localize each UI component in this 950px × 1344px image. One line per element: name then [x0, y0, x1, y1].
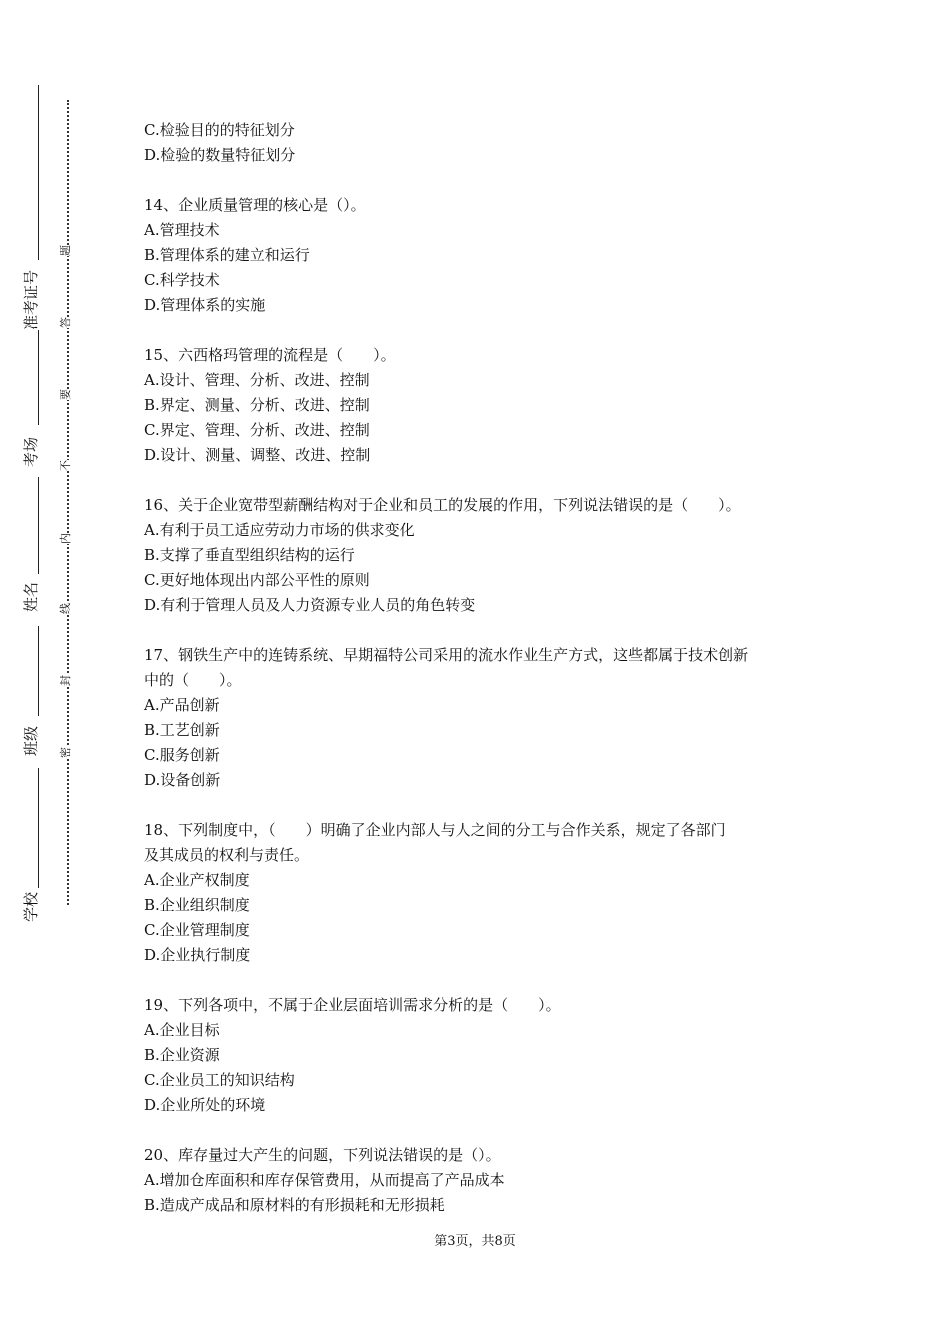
question-stem: 15、六西格玛管理的流程是（ ）。	[144, 346, 396, 364]
class-label: 班级	[22, 725, 40, 756]
option-line: A.企业产权制度	[144, 871, 250, 889]
seal-char: 密	[59, 747, 72, 758]
margin-rule	[38, 626, 39, 716]
option-line: A.管理技术	[144, 221, 220, 239]
option-line: C.更好地体现出内部公平性的原则	[144, 571, 370, 589]
option-line: D.管理体系的实施	[144, 296, 266, 314]
question-16	[144, 493, 814, 618]
exam-room-label: 考场	[22, 436, 40, 467]
seal-char: 内	[59, 533, 72, 544]
option-line: B.企业资源	[144, 1046, 220, 1064]
question-stem: 16、关于企业宽带型薪酬结构对于企业和员工的发展的作用，下列说法错误的是（ ）。	[144, 496, 741, 514]
option-line: B.界定、测量、分析、改进、控制	[144, 396, 370, 414]
option-line: B.造成产成品和原材料的有形损耗和无形损耗	[144, 1196, 445, 1214]
margin-rule	[38, 85, 39, 260]
question-list	[144, 118, 814, 1218]
option-line: C.服务创新	[144, 746, 220, 764]
seal-dotted-line	[67, 100, 69, 905]
page-footer: 第3页，共8页	[434, 1234, 516, 1249]
option-line: D.企业所处的环境	[144, 1096, 266, 1114]
option-line: B.企业组织制度	[144, 896, 250, 914]
question-18	[144, 818, 814, 968]
seal-char: 要	[59, 389, 72, 400]
option-line: D.设备创新	[144, 771, 221, 789]
margin-rule	[38, 768, 39, 888]
option-line: B.管理体系的建立和运行	[144, 246, 310, 264]
question-stem: 17、钢铁生产中的连铸系统、早期福特公司采用的流水作业生产方式，这些都属于技术创新	[144, 646, 749, 664]
option-line: A.产品创新	[144, 696, 220, 714]
exam-id-label: 准考证号	[22, 269, 40, 330]
seal-char: 线	[59, 603, 72, 614]
question-17	[144, 643, 814, 793]
option-line: A.增加仓库面积和库存保管费用，从而提高了产品成本	[144, 1171, 505, 1189]
seal-char: 封	[59, 675, 72, 686]
question-stem: 14、企业质量管理的核心是（）。	[144, 196, 366, 214]
question-stem: 中的（ ）。	[144, 671, 242, 689]
option-line: C.检验目的的特征划分	[144, 121, 295, 139]
seal-char: 题	[59, 245, 72, 256]
option-line: A.设计、管理、分析、改进、控制	[144, 371, 370, 389]
option-line: C.科学技术	[144, 271, 220, 289]
question-stem: 18、下列制度中，（ ）明确了企业内部人与人之间的分工与合作关系，规定了各部门	[144, 821, 726, 839]
question-14	[144, 193, 814, 318]
option-line: A.有利于员工适应劳动力市场的供求变化	[144, 521, 415, 539]
option-line: D.有利于管理人员及人力资源专业人员的角色转变	[144, 596, 476, 614]
question-stem: 20、库存量过大产生的问题，下列说法错误的是（）。	[144, 1146, 501, 1164]
continued-options	[144, 118, 814, 168]
seal-char: 答	[59, 317, 72, 328]
seal-char: 不	[59, 460, 72, 471]
option-line: B.支撑了垂直型组织结构的运行	[144, 546, 355, 564]
option-line: A.企业目标	[144, 1021, 220, 1039]
option-line: D.检验的数量特征划分	[144, 146, 296, 164]
option-line: C.界定、管理、分析、改进、控制	[144, 421, 370, 439]
option-line: D.设计、测量、调整、改进、控制	[144, 446, 371, 464]
name-label: 姓名	[22, 581, 40, 612]
question-stem: 及其成员的权利与责任。	[144, 846, 310, 864]
margin-rule	[38, 477, 39, 574]
school-label: 学校	[22, 891, 40, 922]
option-line: C.企业管理制度	[144, 921, 250, 939]
option-line: C.企业员工的知识结构	[144, 1071, 295, 1089]
option-line: B.工艺创新	[144, 721, 220, 739]
question-stem: 19、下列各项中，不属于企业层面培训需求分析的是（ ）。	[144, 996, 561, 1014]
question-15	[144, 343, 814, 468]
option-line: D.企业执行制度	[144, 946, 251, 964]
question-20	[144, 1143, 814, 1218]
margin-rule	[38, 330, 39, 425]
question-19	[144, 993, 814, 1118]
